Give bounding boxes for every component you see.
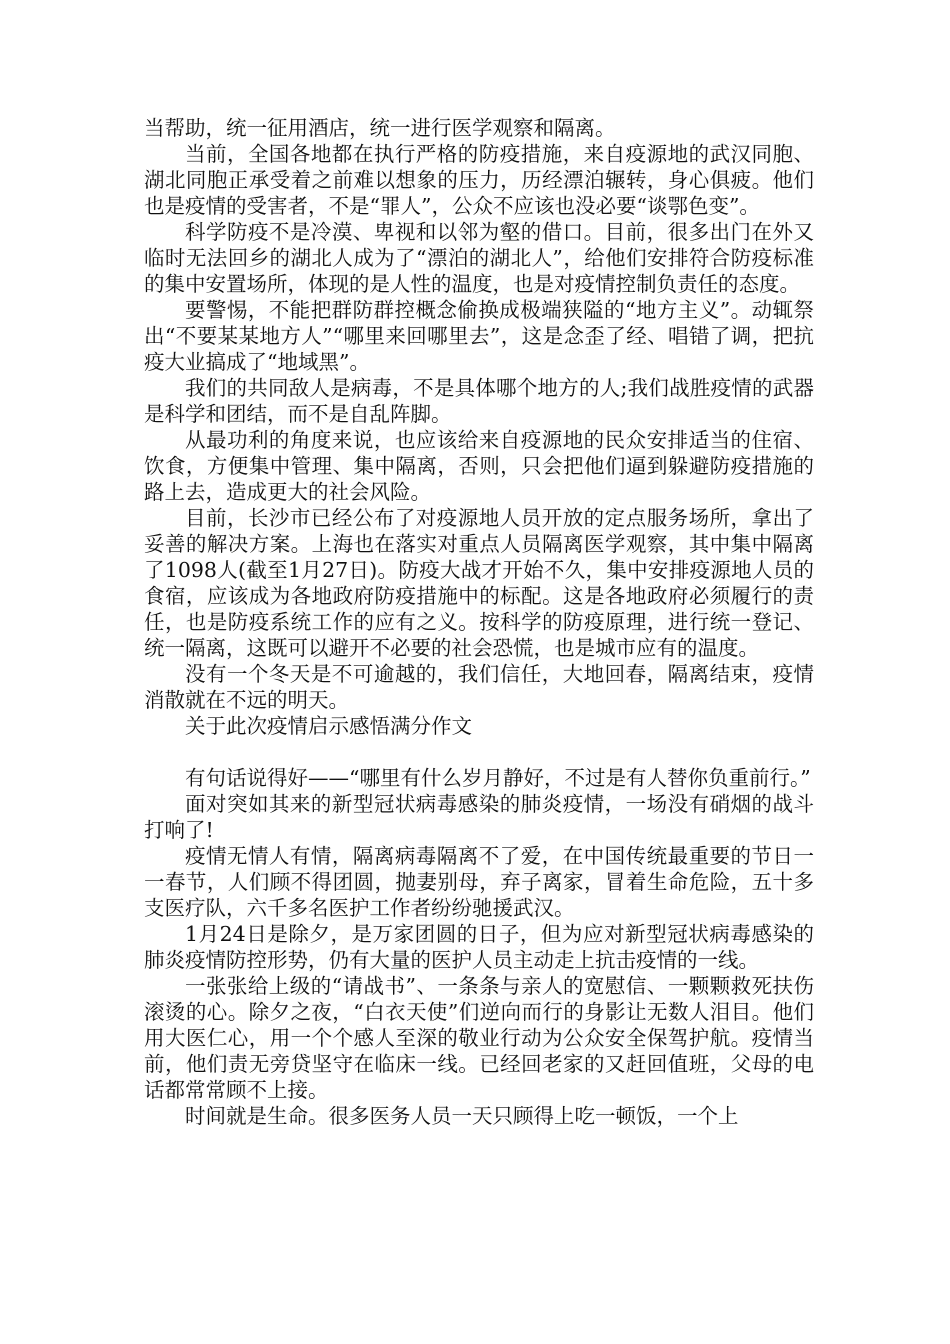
paragraph: 从最功利的角度来说，也应该给来自疫源地的民众安排适当的住宿、饮食，方便集中管理、集中隔离，否则，只会把他们逼到躲避防疫措施的路上去，造成更大的社会风险。 bbox=[144, 428, 814, 504]
paragraph: 目前，长沙市已经公布了对疫源地人员开放的定点服务场所，拿出了妥善的解决方案。上海也在落实对重点人员隔离医学观察，其中集中隔离了1098人(截至1月27日)。防疫大战才开始不久，集中安排疫源地人员的食宿，应该成为各地政府防疫措施中的标配。这是各地政府必须履行的责任，也是防疫系统工作的应有之义。按科学的防疫原理，进行统一登记、统一隔离，这既可以避开不必要的社会恐慌，也是城市应有的温度。 bbox=[144, 506, 814, 660]
paragraph: 我们的共同敌人是病毒，不是具体哪个地方的人;我们战胜疫情的武器是科学和团结，而不是自乱阵脚。 bbox=[144, 376, 814, 426]
paragraph: 当帮助，统一征用酒店，统一进行医学观察和隔离。 bbox=[144, 116, 616, 140]
paragraph: 当前，全国各地都在执行严格的防疫措施，来自疫源地的武汉同胞、湖北同胞正承受着之前难以想象的压力，历经漂泊辗转，身心俱疲。他们也是疫情的受害者，不是“罪人”，公众不应该也没必要“谈鄂色变”。 bbox=[144, 142, 814, 218]
paragraph: 没有一个冬天是不可逾越的，我们信任，大地回春，隔离结束，疫情消散就在不远的明天。 bbox=[144, 662, 814, 712]
paragraph: 时间就是生命。很多医务人员一天只顾得上吃一顿饭，一个上 bbox=[185, 1104, 739, 1128]
paragraph: 要警惕，不能把群防群控概念偷换成极端狭隘的“地方主义”。动辄祭出“不要某某地方人”“哪里来回哪里去”，这是念歪了经、唱错了调，把抗疫大业搞成了“地域黑”。 bbox=[144, 298, 814, 374]
document-body bbox=[144, 115, 814, 1129]
paragraph: 面对突如其来的新型冠状病毒感染的肺炎疫情，一场没有硝烟的战斗打响了! bbox=[144, 792, 814, 842]
paragraph: 科学防疫不是冷漠、卑视和以邻为壑的借口。目前，很多出门在外又临时无法回乡的湖北人成为了“漂泊的湖北人”，给他们安排符合防疫标准的集中安置场所，体现的是人性的温度，也是对疫情控制负责任的态度。 bbox=[144, 220, 814, 296]
paragraph: 一张张给上级的“请战书”、一条条与亲人的宽慰信、一颗颗救死扶伤滚烫的心。除夕之夜，“白衣天使”们逆向而行的身影让无数人泪目。他们用大医仁心，用一个个感人至深的敬业行动为公众安全保驾护航。疫情当前，他们责无旁贷坚守在临床一线。已经回老家的又赶回值班，父母的电话都常常顾不上接。 bbox=[144, 974, 814, 1102]
blank-line bbox=[144, 739, 814, 765]
paragraph: 疫情无情人有情，隔离病毒隔离不了爱，在中国传统最重要的节日一一春节，人们顾不得团圆，抛妻别母，弃子离家，冒着生命危险，五十多支医疗队，六千多名医护工作者纷纷驰援武汉。 bbox=[144, 844, 814, 920]
paragraph: 1月24日是除夕，是万家团圆的日子，但为应对新型冠状病毒感染的肺炎疫情防控形势，仍有大量的医护人员主动走上抗击疫情的一线。 bbox=[144, 922, 814, 972]
paragraph: 有句话说得好——“哪里有什么岁月静好，不过是有人替你负重前行。” bbox=[185, 766, 811, 790]
section-title: 关于此次疫情启示感悟满分作文 bbox=[185, 714, 472, 738]
